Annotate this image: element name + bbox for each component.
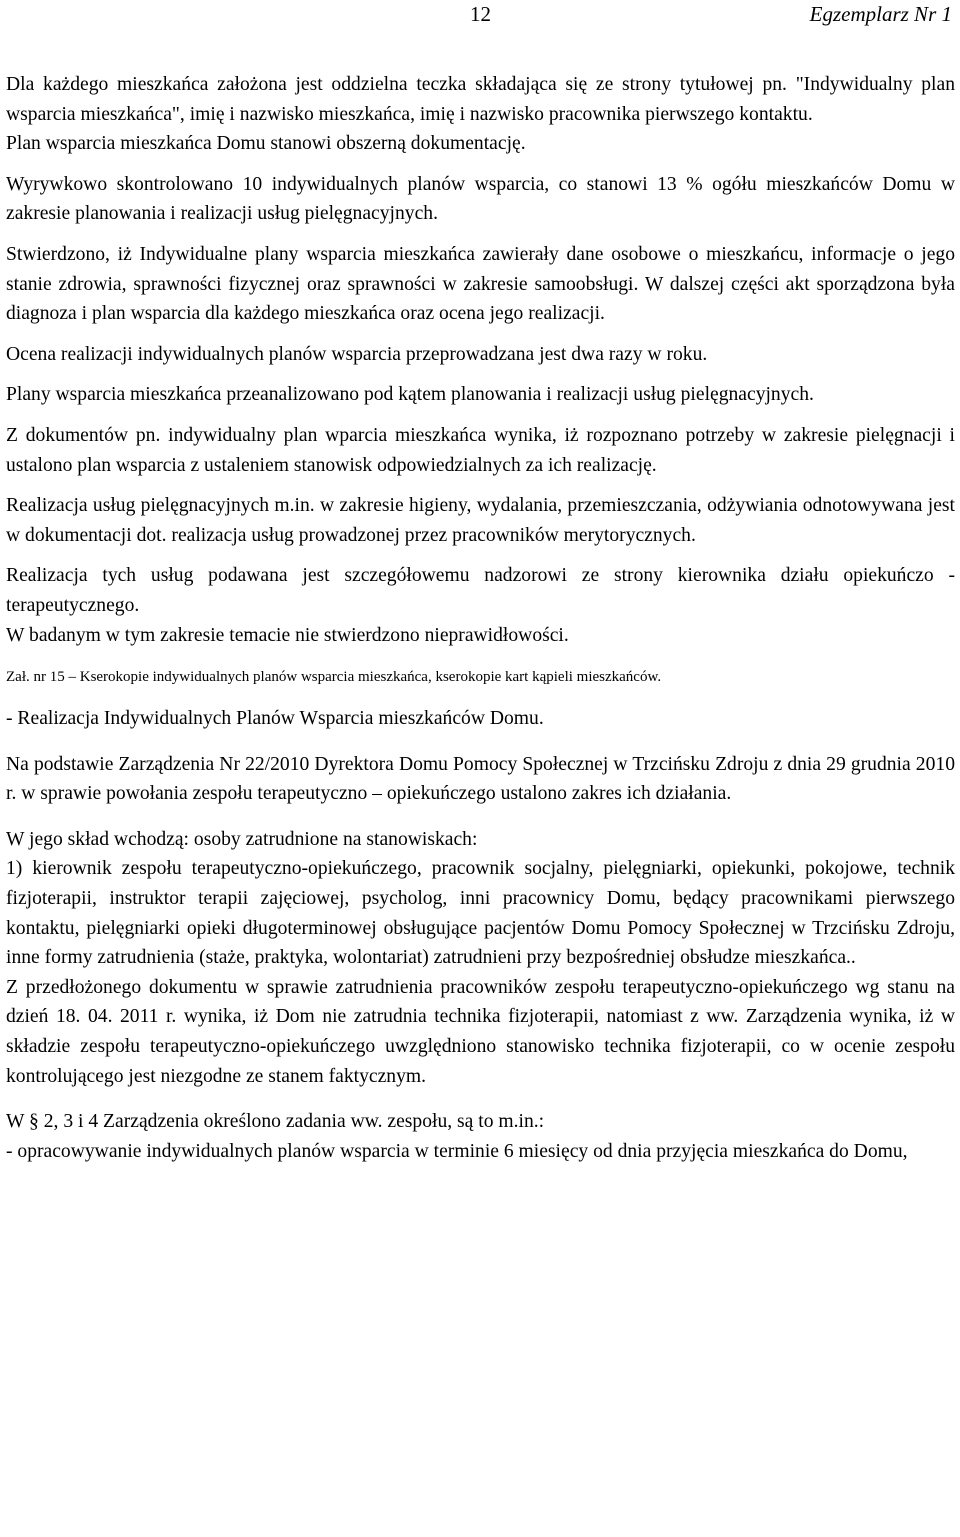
paragraph-care-services: Realizacja usług pielęgnacyjnych m.in. w zakresie higieny, wydalania, przemieszczania, odżywiania odnotowywana jest w dokumentacji dot. realizacja usług prowadzonej przez pracowników merytorycznych. (6, 495, 955, 546)
paragraph-sample-control: Wyrywkowo skontrolowano 10 indywidualnych planów wsparcia, co stanowi 13 % ogółu mieszkańców Domu w zakresie planowania i realizacji usług pielęgnacyjnych. (6, 173, 955, 225)
paragraph-team-members: 1) kierownik zespołu terapeutyczno-opiekuńczego, pracownik socjalny, pielęgniarki, opiekunki, pokojowe, technik fizjoterapii, instruktor terapii zajęciowej, psycholog, inni pracownicy Domu, będący pracownikami pierwszego kontaktu, pielęgniarki opieki długoterminowej obsługujące pacjentów Domu Pomocy Społecznej w Trzcińsku Zdroju, inne formy zatrudnienia (staże, praktyka, wolontariat) zatrudnieni przy bezpośredniej obsłudze mieszkańca.. (6, 858, 955, 969)
paragraph-team-composition: W jego skład wchodzą: osoby zatrudnione na stanowiskach: (6, 828, 478, 850)
section-heading: - Realizacja Indywidualnych Planów Wsparcia mieszkańców Domu. (6, 708, 544, 730)
paragraph-plan-documentation: Plan wsparcia mieszkańca Domu stanowi obszerną dokumentację. (6, 133, 526, 155)
attachment-note: Zał. nr 15 – Kserokopie indywidualnych planów wsparcia mieszkańca, kserokopie kart kąpieli mieszkańców. (6, 669, 662, 686)
paragraph-plan-contents: Stwierdzono, iż Indywidualne plany wsparcia mieszkańca zawierały dane osobowe o mieszkańcu, informacje o jego stanie zdrowia, sprawności fizycznej oraz sprawności w zakresie samoobsługi. W dalszej części akt sporządzona była diagnoza i plan wsparcia dla każdego mieszkańca oraz ocena jego realizacji. (6, 243, 955, 325)
paragraph-evaluation-frequency: Ocena realizacji indywidualnych planów wsparcia przeprowadzana jest dwa razy w roku. (6, 343, 708, 365)
paragraph-team-tasks: W § 2, 3 i 4 Zarządzenia określono zadania ww. zespołu, są to m.in.: (6, 1111, 545, 1133)
document-body (6, 70, 955, 1166)
page-header (0, 0, 960, 30)
copy-label: Egzemplarz Nr 1 (809, 2, 952, 26)
paragraph-employment-finding: Z przedłożonego dokumentu w sprawie zatrudnienia pracowników zespołu terapeutyczno-opiekuńczego wg stanu na dzień 18. 04. 2011 r. wynika, iż Dom nie zatrudnia technika fizjoterapii, natomiast z ww. Zarządzenia wynika, iż w składzie zespołu terapeutyczno-opiekuńczego uwzględniono stanowisko technika fizjoterapii, co w ocenie zespołu kontrolującego jest niezgodne ze stanem faktycznym. (6, 976, 955, 1087)
paragraph-resident-folder: Dla każdego mieszkańca założona jest oddzielna teczka składająca się ze strony tytułowej pn. "Indywidualny plan wsparcia mieszkańca", imię i nazwisko mieszkańca, imię i nazwisko pracownika pierwszego kontaktu. (6, 74, 955, 125)
list-item-task: - opracowywanie indywidualnych planów wsparcia w terminie 6 miesięcy od dnia przyjęcia mieszkańca do Domu, (6, 1140, 908, 1162)
page-number: 12 (470, 2, 491, 26)
paragraph-no-irregularities: W badanym w tym zakresie temacie nie stwierdzono nieprawidłowości. (6, 624, 569, 646)
paragraph-plan-analysis: Plany wsparcia mieszkańca przeanalizowano pod kątem planowania i realizacji usług pielęgnacyjnych. (6, 384, 814, 406)
paragraph-ordinance: Na podstawie Zarządzenia Nr 22/2010 Dyrektora Domu Pomocy Społecznej w Trzcińsku Zdroju z dnia 29 grudnia 2010 r. w sprawie powołania zespołu terapeutyczno – opiekuńczego ustalono zakres ich działania. (6, 753, 955, 805)
paragraph-supervision: Realizacja tych usług podawana jest szczegółowemu nadzorowi ze strony kierownika działu opiekuńczo - terapeutycznego. (6, 565, 955, 616)
paragraph-needs-identified: Z dokumentów pn. indywidualny plan wparcia mieszkańca wynika, iż rozpoznano potrzeby w zakresie pielęgnacji i ustalono plan wsparcia z ustaleniem stanowisk odpowiedzialnych za ich realizację. (6, 424, 955, 476)
